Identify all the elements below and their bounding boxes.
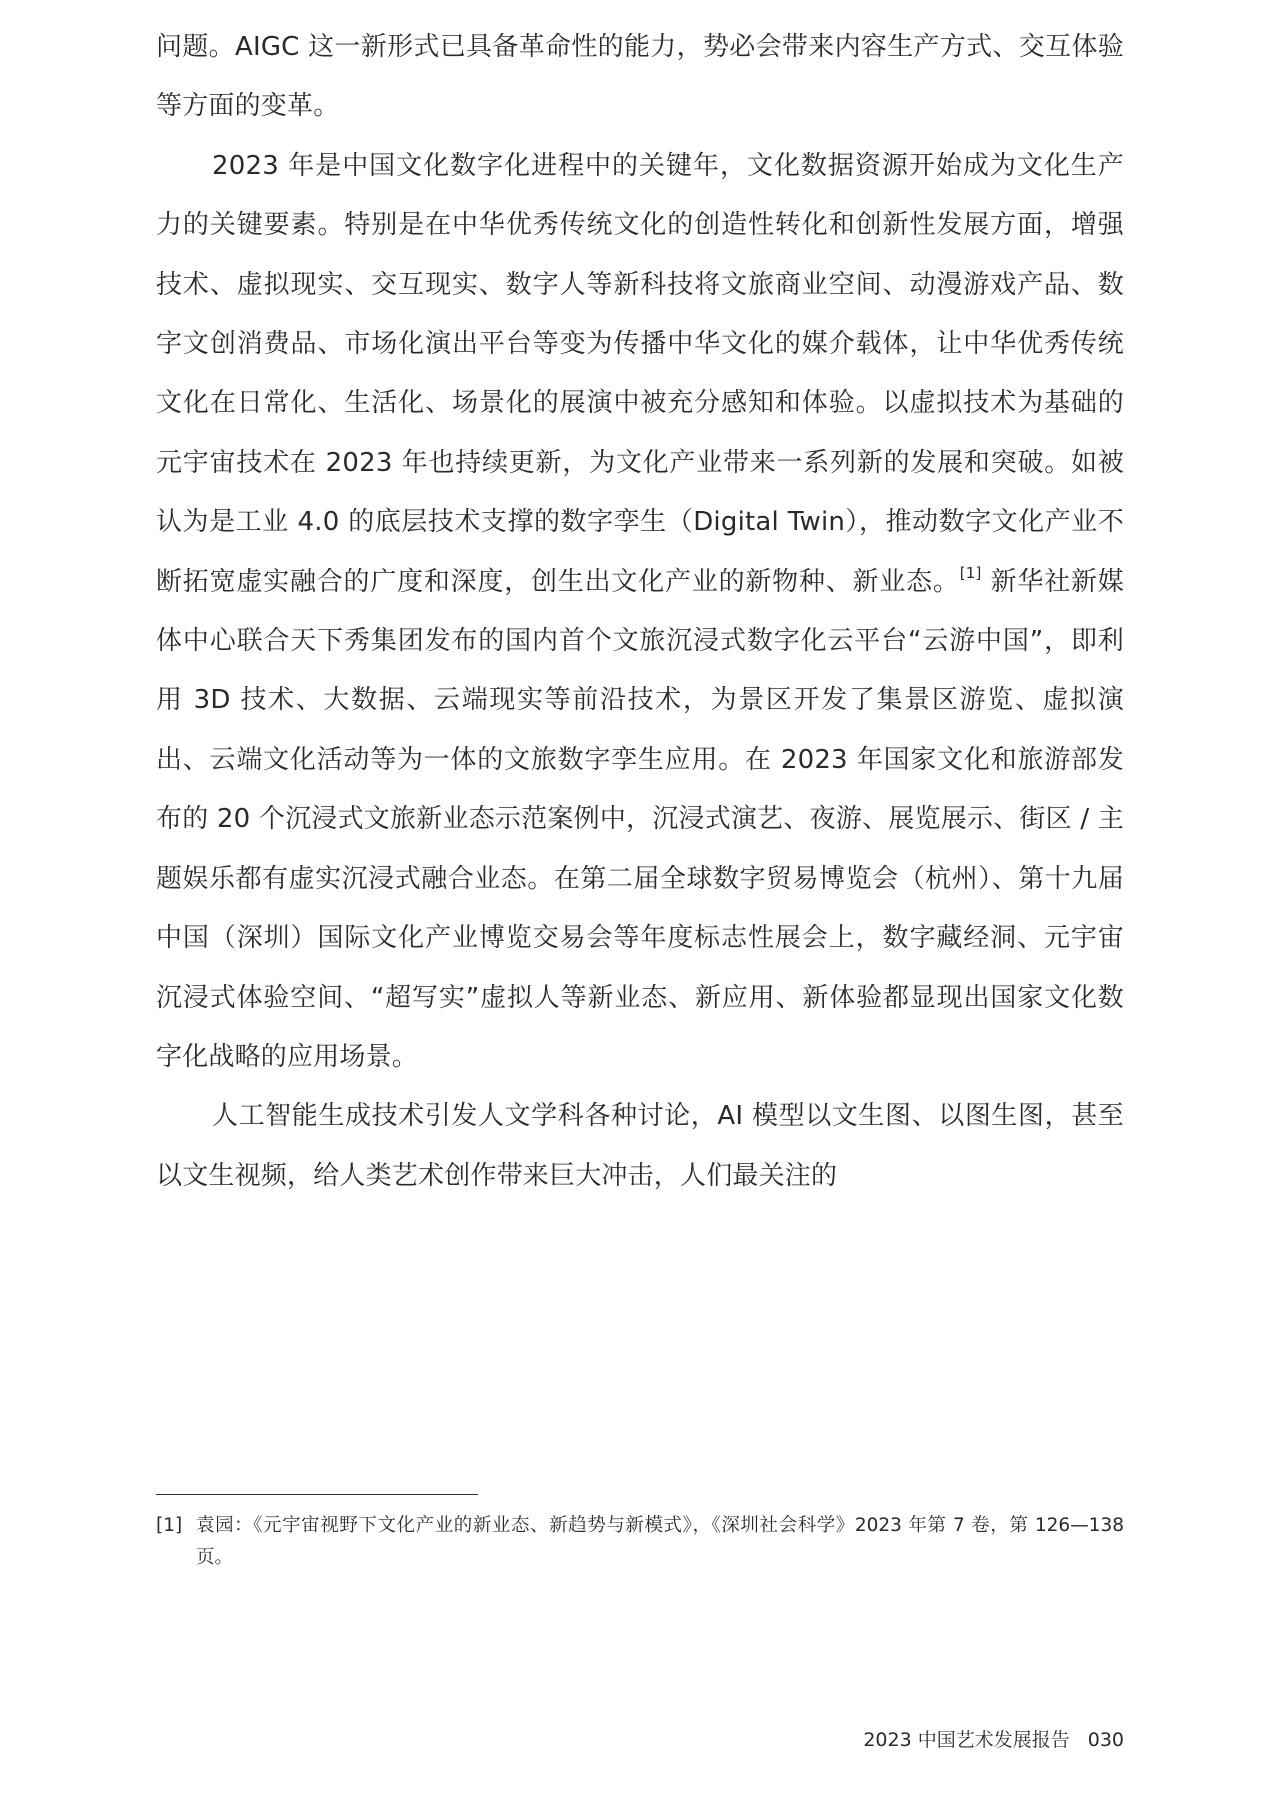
paragraph-1: 问题。AIGC 这一新形式已具备革命性的能力，势必会带来内容生产方式、交互体验等方面的变革。	[156, 32, 1124, 122]
paragraph-3: 人工智能生成技术引发人文学科各种讨论，AI 模型以文生图、以图生图，甚至以文生视频，给人类艺术创作带来巨大冲击，人们最关注的	[156, 1101, 1124, 1191]
page-number: 030	[1087, 1729, 1124, 1751]
footnote-divider	[156, 1494, 478, 1495]
footnote-number: [1]	[156, 1515, 183, 1536]
main-text	[156, 18, 1124, 1206]
footnote-reference[interactable]: [1]	[959, 563, 982, 582]
report-title: 2023 中国艺术发展报告	[863, 1729, 1070, 1751]
footnote-text: 袁园：《元宇宙视野下文化产业的新业态、新趋势与新模式》，《深圳社会科学》2023 年第 7 卷，第 126—138 页。	[196, 1515, 1124, 1568]
paragraph-2-continuation: 新华社新媒体中心联合天下秀集团发布的国内首个文旅沉浸式数字化云平台“云游中国”，即利用 3D 技术、大数据、云端现实等前沿技术，为景区开发了集景区游览、虚拟演出、云端文化活动等为一体的文旅数字孪生应用。在 2023 年国家文化和旅游部发布的 20 个沉浸式文旅新业态示范案例中，沉浸式演艺、夜游、展览展示、街区 / 主题娱乐都有虚实沉浸式融合业态。在第二届全球数字贸易博览会（杭州）、第十九届中国（深圳）国际文化产业博览交易会等年度标志性展会上，数字藏经洞、元宇宙沉浸式体验空间、“超写实”虚拟人等新业态、新应用、新体验都显现出国家文化数字化战略的应用场景。	[156, 566, 1124, 1072]
footnote	[156, 1510, 1124, 1574]
paragraph-2-text: 2023 年是中国文化数字化进程中的关键年，文化数据资源开始成为文化生产力的关键要素。特别是在中华优秀传统文化的创造性转化和创新性发展方面，增强技术、虚拟现实、交互现实、数字人等新科技将文旅商业空间、动漫游戏产品、数字文创消费品、市场化演出平台等变为传播中华文化的媒介载体，让中华优秀传统文化在日常化、生活化、场景化的展演中被充分感知和体验。以虚拟技术为基础的元宇宙技术在 2023 年也持续更新，为文化产业带来一系列新的发展和突破。如被认为是工业 4.0 的底层技术支撑的数字孪生（Digital Twin），推动数字文化产业不断拓宽虚实融合的广度和深度，创生出文化产业的新物种、新业态。	[156, 150, 1124, 597]
paragraph-2	[156, 137, 1124, 1088]
page-footer	[863, 1725, 1124, 1752]
